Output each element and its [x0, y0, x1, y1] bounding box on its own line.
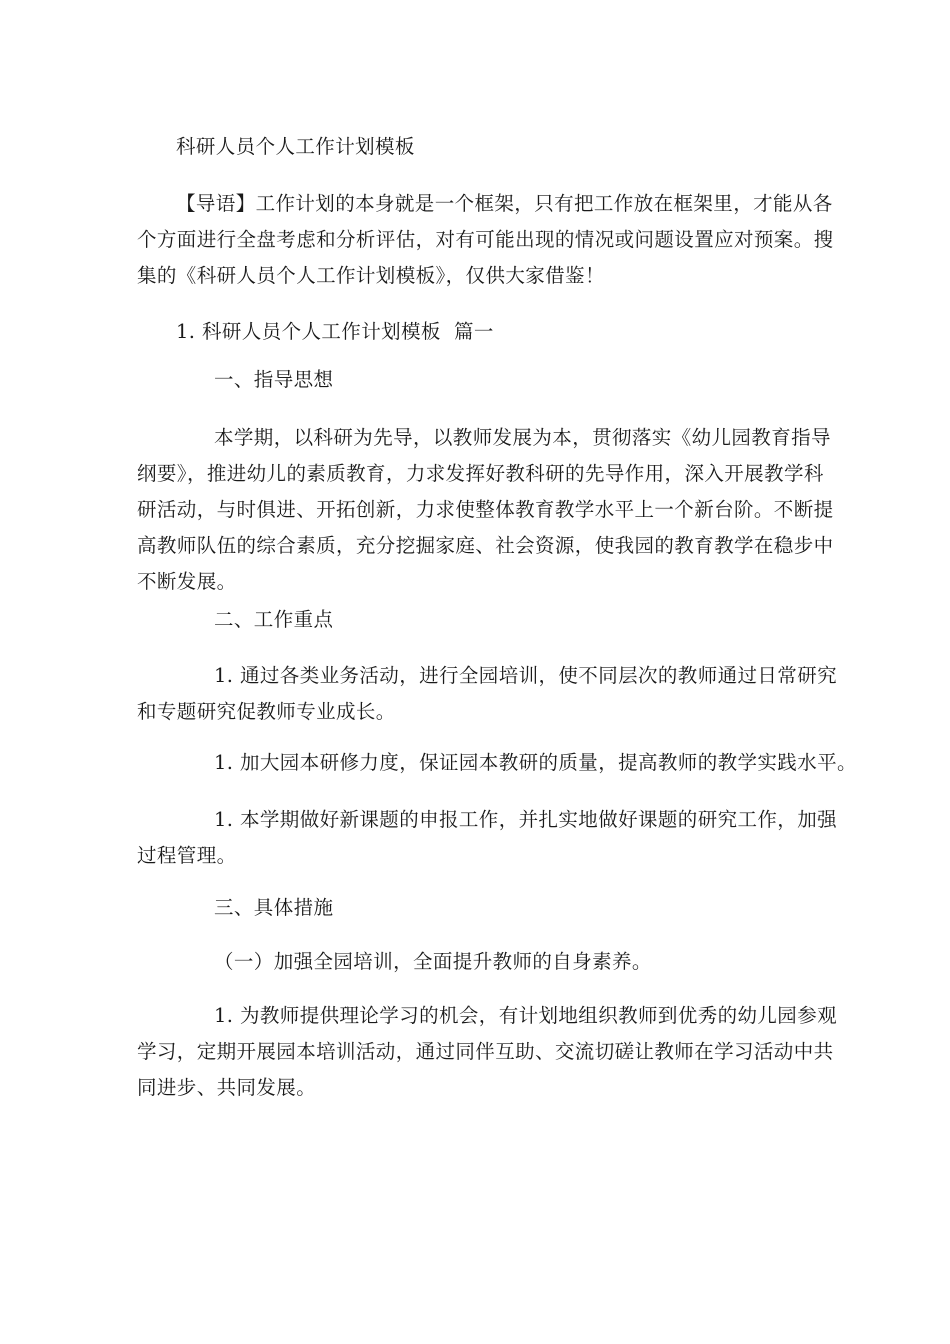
intro-line: 个方面进行全盘考虑和分析评估，对有可能出现的情况或问题设置应对预案。搜: [137, 228, 834, 251]
part2-item-line: 过程管理。: [137, 844, 237, 867]
part2-heading: 二、工作重点: [214, 608, 334, 631]
part1-heading: 一、指导思想: [214, 368, 334, 391]
part3-item-line: 1. 为教师提供理论学习的机会，有计划地组织教师到优秀的幼儿园参观: [214, 1004, 838, 1027]
part2-item-line: 1. 加大园本研修力度，保证园本教研的质量，提高教师的教学实践水平。: [214, 751, 857, 774]
part3-item-line: 学习，定期开展园本培训活动，通过同伴互助、交流切磋让教师在学习活动中共: [137, 1040, 834, 1063]
intro-line: 【导语】工作计划的本身就是一个框架，只有把工作放在框架里，才能从各: [176, 192, 833, 215]
part1-paragraph-line: 不断发展。: [137, 570, 237, 593]
part1-paragraph-line: 研活动，与时俱进、开拓创新，力求使整体教育教学水平上一个新台阶。不断提: [137, 498, 834, 521]
document-title: 科研人员个人工作计划模板: [176, 135, 415, 158]
part2-item-line: 和专题研究促教师专业成长。: [137, 700, 396, 723]
part2-item-line: 1. 通过各类业务活动，进行全园培训，使不同层次的教师通过日常研究: [214, 664, 838, 687]
intro-line: 集的《科研人员个人工作计划模板》，仅供大家借鉴！: [137, 264, 605, 287]
part3-subheading: （一）加强全园培训，全面提升教师的自身素养。: [214, 950, 652, 973]
part3-item-line: 同进步、共同发展。: [137, 1076, 317, 1099]
part1-paragraph-line: 高教师队伍的综合素质，充分挖掘家庭、社会资源，使我园的教育教学在稳步中: [137, 534, 834, 557]
part3-heading: 三、具体措施: [214, 896, 334, 919]
part2-item-line: 1. 本学期做好新课题的申报工作，并扎实地做好课题的研究工作，加强: [214, 808, 838, 831]
part1-paragraph-line: 纲要》，推进幼儿的素质教育，力求发挥好教科研的先导作用，深入开展教学科: [137, 462, 824, 485]
part1-paragraph-line: 本学期，以科研为先导，以教师发展为本，贯彻落实《幼儿园教育指导: [214, 426, 831, 449]
section-heading: 1. 科研人员个人工作计划模板 篇一: [176, 320, 494, 343]
